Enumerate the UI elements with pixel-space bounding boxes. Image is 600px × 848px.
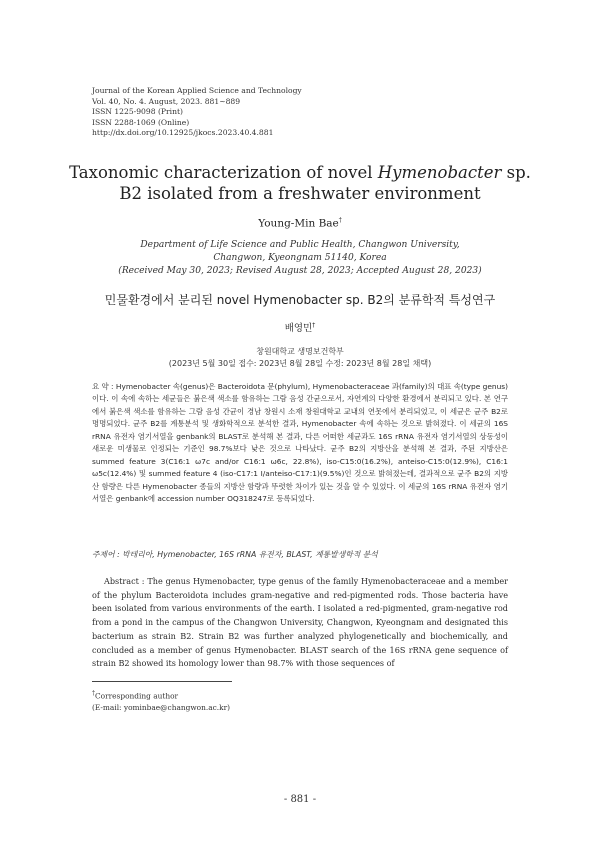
korean-keywords: 주제어 : 박테리아, Hymenobacter, 16S rRNA 유전자, BLAST, 계통발생학적 분석 <box>92 550 378 559</box>
english-abstract-label: Abstract : <box>104 576 145 586</box>
korean-title: 민물환경에서 분리된 novel Hymenobacter sp. B2의 분류학적 특성연구 <box>104 293 496 307</box>
doi-link[interactable]: http://dx.doi.org/10.12925/jkocs.2023.40.4.881 <box>92 128 274 138</box>
journal-header <box>92 86 512 139</box>
korean-affiliation <box>0 346 600 370</box>
footnote-divider <box>92 681 232 682</box>
title-part1: Taxonomic characterization of novel <box>69 163 378 182</box>
corresponding-author: Corresponding author <box>95 691 179 701</box>
korean-affiliation-name: 창원대학교 생명보건학부 <box>256 347 344 356</box>
english-abstract-body: The genus Hymenobacter, type genus of the family Hymenobacteraceae and a member of the phylum Bacteroidota includes gram-negative and red-pigmented rods. Those bacteria have been isolated from various environments of the earth. I isolated a red-pigmented, gram-negative rod from a pond in the campus of the Changwon University, Changwon, Kyeongnam and designated this bacterium as strain B2. Strain B2 was further analyzed phylogenetically and biochemically, and concluded as a member of genus Hymenobacter. BLAST search of the 16S rRNA gene sequence of strain B2 showed its homology lower than 98.7% with those sequences of <box>92 576 508 669</box>
korean-abstract <box>92 381 508 506</box>
korean-dates: (2023년 5월 30일 접수: 2023년 8월 28일 수정: 2023년 8월 28일 채택) <box>168 359 432 368</box>
korean-author-mark: † <box>312 321 316 329</box>
journal-name: Journal of the Korean Applied Science and Technology <box>92 86 302 95</box>
affiliation-line2: Changwon, Kyeongnam 51140, Korea <box>213 253 387 263</box>
issn-print: ISSN 1225-9098 (Print) <box>92 107 183 117</box>
author-mark: † <box>338 217 342 224</box>
affiliation-line1: Department of Life Science and Public Health, Changwon University, <box>140 240 460 250</box>
korean-author-name: 배영민 <box>284 323 313 334</box>
affiliation <box>60 239 540 278</box>
author-name: Young-Min Bae <box>258 217 339 230</box>
page-number: - 881 - <box>283 794 317 805</box>
paper-title <box>60 162 540 204</box>
received-dates: (Received May 30, 2023; Revised August 28, 2023; Accepted August 28, 2023) <box>118 266 482 276</box>
title-line2: B2 isolated from a freshwater environment <box>119 184 481 203</box>
title-genus: Hymenobacter <box>377 163 502 182</box>
title-part2: sp. <box>501 163 531 182</box>
journal-volume: Vol. 40, No. 4. August, 2023. 881~889 <box>92 96 241 106</box>
footnote-mark: † <box>92 690 95 697</box>
english-abstract <box>92 575 508 671</box>
korean-abstract-body: Hymenobacter 속(genus)은 Bacteroidota 문(phylum), Hymenobacteraceae 과(family)의 대표 속(type genus)이다. 이 속에 속하는 세균들은 붉은색 색소를 함유하는 그람 음성 간균으로서, 자연계의 다양한 환경에서 분리되고 있다. 본 연구에서 붉은색 색소를 함유하는 그람 음성 간균이 경남 창원시 소재 창원대학교 교내의 연못에서 분리되었고, 이 세균은 균주 B2로 명명되었다. 균주 B2를 계통분석 및 생화학적으로 분석한 결과, Hymenobacter 속에 속하는 것으로 밝혀졌다. 이 세균의 16S rRNA 유전자 염기서열을 genbank의 BLAST로 분석해 본 결과, 다른 어떠한 세균과도 16S rRNA 유전자 염기서열의 상동성이 새로운 미생물로 인정되는 기준인 98.7%보다 낮은 것으로 나타났다. 균주 B2의 지방산을 분석해 본 결과, 주된 지방산은 summed feature 3(C16:1 ω7c and/or C16:1 ω6c, 22.8%), iso-C15:0(16.2%), anteiso-C15:0(12.9%), C16:1 ω5c(12.4%) 및 summed feature 4 (iso-C17:1 I/anteiso-C17:1)(9.5%)인 것으로 밝혀졌는데, 결과적으로 균주 B2의 지방산 함량은 다른 Hymenobacter 종들의 지방산 함량과 뚜렷한 차이가 있는 것을 알 수 있었다. 이 세균의 16S rRNA 유전자 염기서열은 genbank에 accession number OQ318247로 등록되었다. <box>92 382 508 504</box>
footnote <box>92 688 392 714</box>
issn-online: ISSN 2288-1069 (Online) <box>92 117 190 127</box>
author-email: (E-mail: yominbae@changwon.ac.kr) <box>92 703 231 713</box>
korean-abstract-label: 요 약 : <box>92 382 114 391</box>
korean-author <box>0 320 600 334</box>
author <box>0 217 600 230</box>
